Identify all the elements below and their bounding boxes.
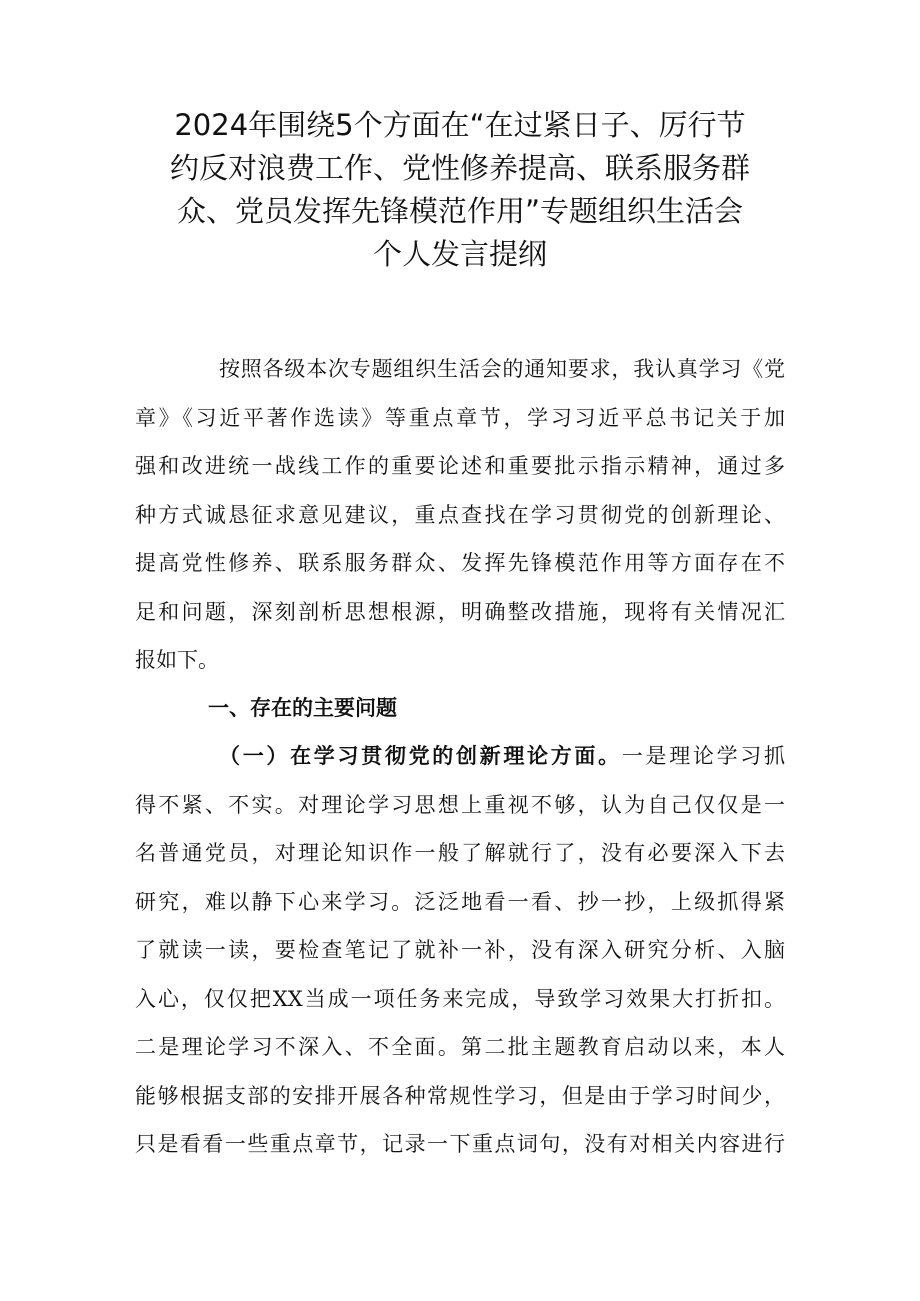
document-title [135,104,785,276]
paragraph-line: 能够根据支部的安排开展各种常规性学习，但是由于学习时间少， [135,1083,785,1108]
title-line: 2024年围绕5个方面在“在过紧日子、厉行节 [174,108,746,142]
intro-paragraph [135,345,785,685]
subsection-paragraph [135,732,785,1169]
subsection-heading: （一）在学习贯彻党的创新理论方面。 [219,744,622,768]
paragraph-line: 只是看看一些重点章节，记录一下重点词句，没有对相关内容进行 [135,1132,785,1156]
paragraph-line: 得不紧、不实。对理论学习思想上重视不够，认为自己仅仅是一 [135,792,785,817]
paragraph-line: 报如下。 [135,648,219,672]
title-line: 约反对浪费工作、党性修养提高、联系服务群 [169,151,750,185]
paragraph-line: 研究，难以静下心来学习。泛泛地看一看、抄一抄，上级抓得紧 [135,889,785,914]
title-line: 个人发言提纲 [372,237,547,271]
paragraph-line: 名普通党员，对理论知识作一般了解就行了，没有必要深入下去 [135,841,785,865]
paragraph-text: 一是理论学习抓 [621,744,786,768]
paragraph-line: 强和改进统一战线工作的重要论述和重要批示指示精神，通过多 [135,454,785,478]
paragraph-line: 了就读一读，要检查笔记了就补一补，没有深入研究分析、入脑 [135,938,785,962]
paragraph-line: 足和问题，深刻剖析思想根源，明确整改措施，现将有关情况汇 [135,599,785,624]
paragraph-line: 提高党性修养、联系服务群众、发挥先锋模范作用等方面存在不 [135,551,785,575]
section-heading: 一、存在的主要问题 [208,696,397,720]
paragraph-line: 按照各级本次专题组织生活会的通知要求，我认真学习《党 [219,357,785,381]
title-line: 众、党员发挥先锋模范作用”专题组织生活会 [176,194,744,228]
paragraph-line: 入心，仅仅把XX当成一项任务来完成，导致学习效果大打折扣。 [135,986,785,1011]
paragraph-line [135,732,785,781]
paragraph-line: 章》《习近平著作选读》等重点章节，学习习近平总书记关于加 [135,405,785,430]
paragraph-line: 二是理论学习不深入、不全面。第二批主题教育启动以来，本人 [135,1035,785,1059]
paragraph-line: 种方式诚恳征求意见建议，重点查找在学习贯彻党的创新理论、 [135,502,785,527]
